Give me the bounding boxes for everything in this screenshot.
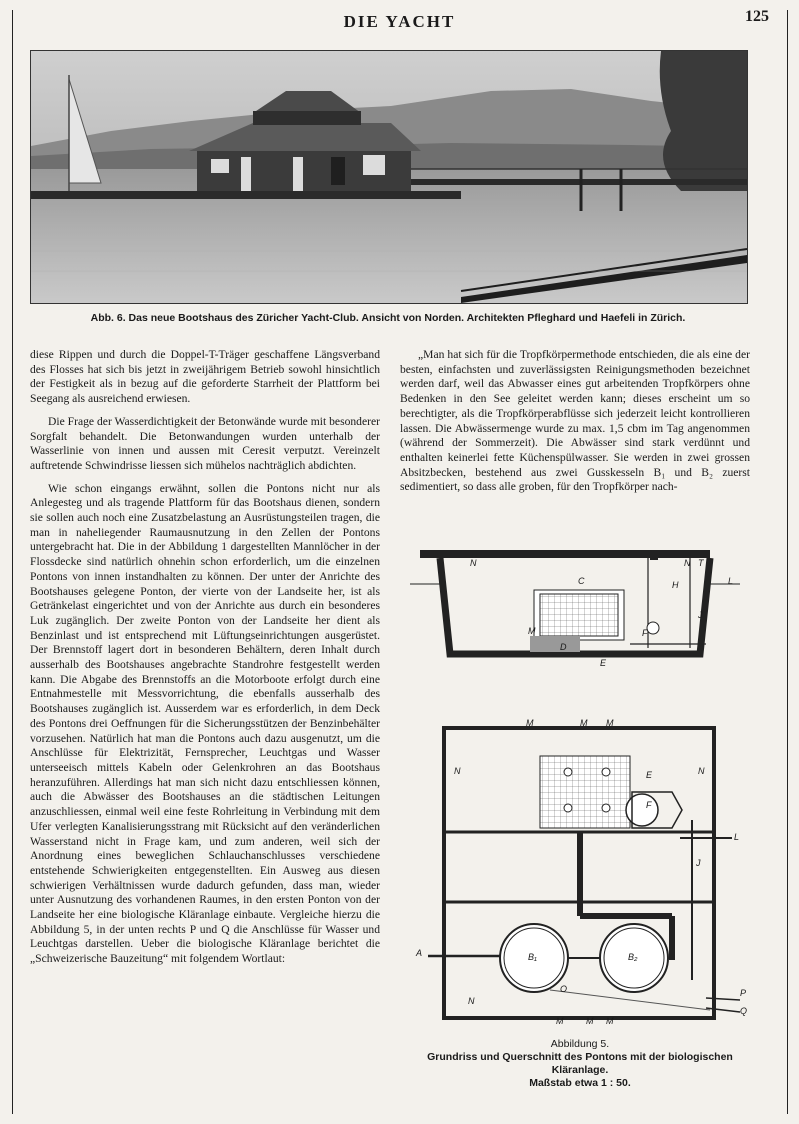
plan-label-j: J <box>696 858 701 868</box>
page-number: 125 <box>745 8 769 25</box>
left-paragraph-1: diese Rippen und durch die Doppel-T-Träger geschaffene Längsverband des Flosses hat sich bis jetzt in zweijährigem Betrieb sowohl hinsichtlich der Festigkeit als in bezug auf die geforderte Starrheit der Plattform bei Seegang als ausreichend erwiesen. <box>30 348 380 406</box>
plan-label-n-bottom: N <box>468 996 475 1006</box>
plan-label-m-top-2: M <box>580 718 588 728</box>
section-label-f: F <box>642 628 648 638</box>
figure6-caption: Abb. 6. Das neue Bootshaus des Züricher Yacht-Club. Ansicht von Norden. Architekten Pfleghard und Haefeli in Zürich. <box>90 312 686 324</box>
figure5-label: Abbildung 5. <box>550 1038 610 1050</box>
section-label-d: D <box>560 642 567 652</box>
plan-label-m-bottom-1: M <box>556 1016 564 1026</box>
plan-label-p: P <box>740 988 747 998</box>
section-label-h: H <box>672 580 679 590</box>
plan-label-m-bottom-3: M <box>606 1016 614 1026</box>
left-paragraph-2: Die Frage der Wasserdichtigkeit der Betonwände wurde mit besonderer Sorgfalt behandelt. Die Betonwandungen wurden unterhalb der Wasserlinie von innen und aussen mit Ceresit verputzt. Vereinzelt auftretende Schwindrisse liessen sich mühelos nachträglich abdichten. <box>30 414 380 472</box>
plan-label-f: F <box>646 800 652 810</box>
plan-label-b2: B₂ <box>628 952 638 962</box>
boathouse-photo-drawing <box>31 51 747 303</box>
section-label-j: J <box>698 610 703 620</box>
figure5-scale: Maßstab etwa 1 : 50. <box>529 1077 631 1089</box>
section-label-l: L <box>728 576 734 586</box>
plan-label-a: A <box>416 948 423 958</box>
running-title: DIE YACHT <box>343 12 456 31</box>
plan-label-m-top-1: M <box>526 718 534 728</box>
section-label-n-right: N <box>684 558 691 568</box>
plan-label-q: Q <box>740 1006 748 1016</box>
figure5-caption <box>400 1038 760 1090</box>
section-label-e: E <box>600 658 607 668</box>
plan-label-b1: B₁ <box>528 952 537 962</box>
right-column <box>400 348 750 503</box>
plan-label-o: O <box>560 984 568 994</box>
plan-label-n-right: N <box>698 766 705 776</box>
plan-label-m-bottom-2: M <box>586 1016 594 1026</box>
section-label-t: T <box>698 558 704 568</box>
section-label-n-left: N <box>470 558 477 568</box>
left-paragraph-3: Wie schon eingangs erwähnt, sollen die Pontons nicht nur als Anlegesteg und als tragende Plattform für das Bootshaus dienen, sondern sie sollen auch noch eine Zusatzbelastung an Ausrüstungsteilen tragen, die man in naheliegender Raumausnutzung in den Zellen der Pontons untergebracht hat. Die in der Abbildung 1 dargestellten Mannlöcher in der Flossdecke sind natürlich ohnehin schon erforderlich, um die einzelnen Pontons von innen instandhalten zu können. Der unter der Anrichte des Bootshauses gelegene Ponton, der vierte von der Landseite her, ist als Getränkelast eingerichtet und von der Anrichte aus durch ein besonderes Luk zugänglich. Der zweite Ponton von der Landseite her dient als Benzinlast und ist entsprechend mit Lüftungseinrichtungen ausgerüstet. Der Brennstoff lagert dort in besonderen Behältern, deren Inhalt durch ausserhalb des Bootshauses angebrachte Standrohre festgestellt werden kann. Die Abgabe des Brennstoffs an die Motorboote erfolgt durch eine Entnahmestelle mit Messvorrichtung, die ebenfalls ausserhalb des Bootshauses zugänglich ist. Ausserdem war es erforderlich, in dem Deck des Pontons drei Oeffnungen für die Sicherungsstützen der Benzinbehälter vorzusehen. Natürlich hat man die Pontons auch dazu ausgenutzt, um die Anschlüsse für Elektrizität, Fernsprecher, Leuchtgas und Wasser unterseeisch mittels Kabeln oder Gelenkrohren an das Bootshaus heranzuführen. Allerdings hat man sich nicht dazu entschliessen können, auch die Abwässer des Bootshauses an die städtischen Leitungen anzuschliessen, einmal weil eine feste Rohrleitung in Verbindung mit dem Ufer verlegten Kanalisierungsstrang mit Rücksicht auf den veränderlichen Wasserstand nicht in Frage kam, und zum anderen, weil sich der Anordnung eines beweglichen Schlauchanschlusses verschiedene entstehende Schwierigkeiten entgegenstellten. Ein Ausweg aus diesen schwierigen Verhältnissen wurde dadurch gefunden, dass man, wieder unter Ausnutzung des vorhandenen Raumes, in den ersten Ponton von der Landseite her eine biologische Kläranlage einbaute. Vergleiche hierzu die Abbildung 5, in der unten rechts P und Q die Anschlüsse für Wasser und Leuchtgas darstellen. Ueber die biologische Kläranlage berichtet die „Schweizerische Bauzeitung“ mit folgendem Wortlaut: <box>30 481 380 966</box>
figure5-plan <box>410 720 750 1030</box>
right-paragraph-1: „Man hat sich für die Tropfkörpermethode entschieden, die als eine der besten, einfachsten und zuverlässigsten Reinigungsmethoden bezeichnet werden darf, weil das Abwasser eines gut arbeitenden Tropfkörpers ohne Bedenken in den See geleitet werden kann; dieses erscheint um so berechtigter, als die Tropfkörperabflüsse sich jederzeit leicht kontrollieren lassen. Die Abwässermenge wurde zu max. 1,5 cbm im Tag angenommen (während der Sommerzeit). Die Abwässer sind stark verdünnt und enthalten keinerlei fette Küchenspülwasser. Sie werden in zwei grossen Absitzbecken, bestehend aus zwei Gusskesseln B₁ und B₂ zuerst sedimentiert, so dass alle groben, für den Tropfkörper nach- <box>400 348 750 494</box>
section-label-c: C <box>578 576 585 586</box>
section-label-m: M <box>528 626 536 636</box>
left-column <box>30 348 380 975</box>
boathouse-photo <box>30 50 748 304</box>
plan-label-l: L <box>734 832 740 842</box>
figure5-title: Grundriss und Querschnitt des Pontons mit der biologischen Kläranlage. <box>427 1051 733 1076</box>
plan-label-m-top-3: M <box>606 718 614 728</box>
plan-label-e: E <box>646 770 653 780</box>
plan-label-n-left: N <box>454 766 461 776</box>
